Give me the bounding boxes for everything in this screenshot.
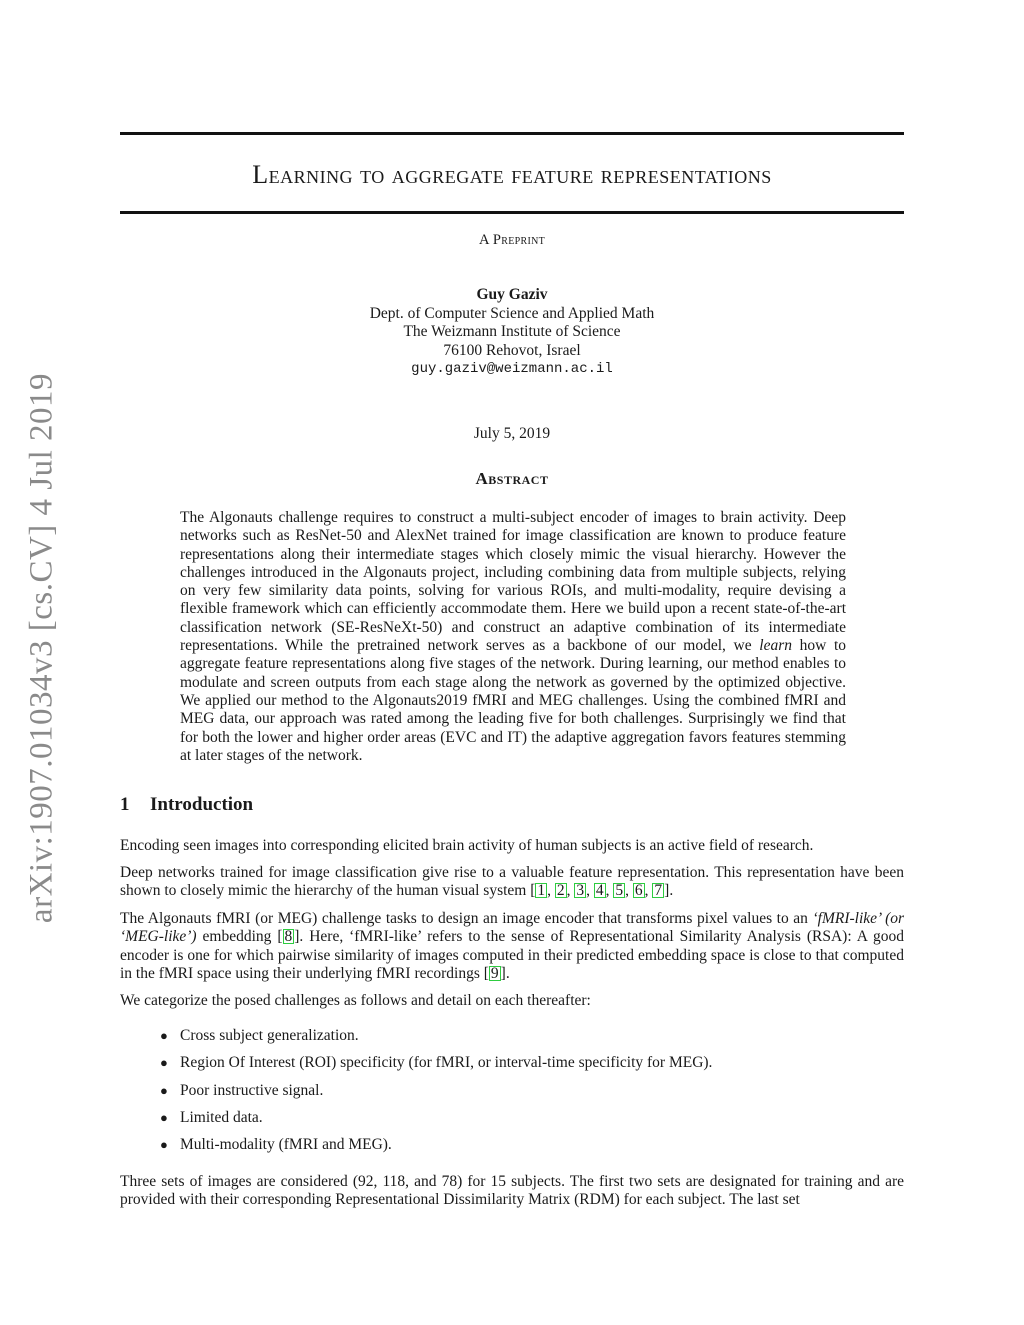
bullet-icon: ● xyxy=(160,1082,168,1098)
paper-date: July 5, 2019 xyxy=(473,425,551,442)
bullet-icon: ● xyxy=(160,1109,168,1125)
paragraph xyxy=(120,910,904,983)
paragraph-text: embedding [ xyxy=(202,928,283,946)
section-heading xyxy=(120,794,253,816)
paragraph-text: The Algonauts fMRI (or MEG) challenge tasks to design an image encoder that transforms pixel values to an xyxy=(120,910,808,927)
paragraph-text: ]. xyxy=(664,882,674,900)
affiliation-line: 76100 Rehovot, Israel xyxy=(443,341,581,359)
paragraph: Deep networks trained for image classification give rise to a valuable feature representation. This representation have been shown to closely mimic the hierarchy of the human visual system [ 1 , 2 , 3 , 4 , 5 , 6 , 7 ]. xyxy=(120,864,904,900)
title-bottom-rule xyxy=(120,211,904,214)
citation-link[interactable]: 4 xyxy=(595,882,604,900)
citation-link[interactable]: 9 xyxy=(490,964,499,982)
list-item: ● Limited data. xyxy=(160,1108,263,1126)
author-block xyxy=(0,286,1024,379)
author-email[interactable]: guy.gaziv@weizmann.ac.il xyxy=(411,361,613,377)
paragraph: Encoding seen images into corresponding elicited brain activity of human subjects is an active field of research. xyxy=(120,837,814,854)
citation-link[interactable]: 3 xyxy=(576,882,585,900)
paragraph: We categorize the posed challenges as follows and detail on each thereafter: xyxy=(120,992,591,1009)
list-item: ● Poor instructive signal. xyxy=(160,1081,324,1099)
abstract-body xyxy=(180,509,846,765)
challenge-list xyxy=(160,1027,900,1163)
preprint-label: A Preprint xyxy=(478,232,546,248)
paragraph: Three sets of images are considered (92, 118, and 78) for 15 subjects. The first two sets are designated for training and are provided with their corresponding Representational Dissimilarity Matrix (RDM) for each subject. The last set xyxy=(120,1173,904,1209)
bullet-icon: ● xyxy=(160,1137,168,1153)
paragraph-text: ]. Here, ‘fMRI-like’ refers to the sense of Representational Similarity Analysis (RSA): A good encoder is one for which pairwise similarity of images computed in their predicted embedding space is close to that computed in the fMRI space using their underlying fMRI recordings [ xyxy=(120,928,904,982)
list-item: ● Cross subject generalization. xyxy=(160,1027,359,1044)
author-name: Guy Gaziv xyxy=(476,286,548,303)
paragraph-text: Deep networks trained for image classification give rise to a valuable feature representation. This representation have been shown to closely mimic the hierarchy of the human visual system [ xyxy=(120,864,904,900)
paragraph-text: ]. xyxy=(500,964,510,982)
arxiv-identifier: arXiv:1907.01034v3 [cs.CV] 4 Jul 2019 xyxy=(23,372,60,924)
citation-link[interactable]: 1 xyxy=(537,882,546,900)
abstract-text: how to aggregate feature representations along five stages of the network. During learning, our method enables to modulate and screen outputs from each stage along the network as governed by the optimized objective. We applied our method to the Algonauts2019 fMRI and MEG challenges. Using the combined fMRI and MEG data, our approach was rated among the leading five for both challenges. Surprisingly we find that for both the lower and higher order areas (EVC and IT) the adaptive aggregation favors features stemming at later stages of the network. xyxy=(180,637,847,764)
citation-link[interactable]: 2 xyxy=(556,882,565,900)
paragraph-italic: ‘fMRI-like’ (or ‘MEG-like’) xyxy=(120,910,905,946)
list-item: ● Multi-modality (fMRI and MEG). xyxy=(160,1136,392,1154)
abstract-italic: learn xyxy=(759,637,792,655)
citation-link[interactable]: 8 xyxy=(284,928,293,946)
list-item: ● Region Of Interest (ROI) specificity (for fMRI, or interval-time specificity for MEG). xyxy=(160,1054,713,1072)
affiliation-line: Dept. of Computer Science and Applied Math xyxy=(369,304,655,322)
section-number: 1 xyxy=(120,794,130,815)
abstract-heading: Abstract xyxy=(475,469,549,488)
citation-link[interactable]: 5 xyxy=(615,882,624,900)
bullet-icon: ● xyxy=(160,1055,168,1071)
section-title: Introduction xyxy=(150,794,254,815)
citation-link[interactable]: 7 xyxy=(654,882,663,900)
abstract-text: The Algonauts challenge requires to construct a multi-subject encoder of images to brain activity. Deep networks such as ResNet-50 and AlexNet trained for image classification are known to produce feature representations along their intermediate stages which closely mimic the visual hierarchy. However the challenges introduced in the Algonauts project, including combining data from multiple subjects, relying on very few similarity data points, solving for various ROIs, and multi-modality, require devising a flexible framework which can efficiently accommodate them. Here we build upon a recent state-of-the-art classification network (SE-ResNeXt-50) and construct an adaptive combination of its intermediate representations. While the pretrained network serves as a backbone of our model, we xyxy=(180,509,846,655)
affiliation-line: The Weizmann Institute of Science xyxy=(403,323,621,340)
citation-link[interactable]: 6 xyxy=(634,882,643,900)
bullet-icon: ● xyxy=(160,1028,168,1043)
paper-title: Learning to aggregate feature representations xyxy=(252,160,772,189)
title-top-rule xyxy=(120,132,904,135)
